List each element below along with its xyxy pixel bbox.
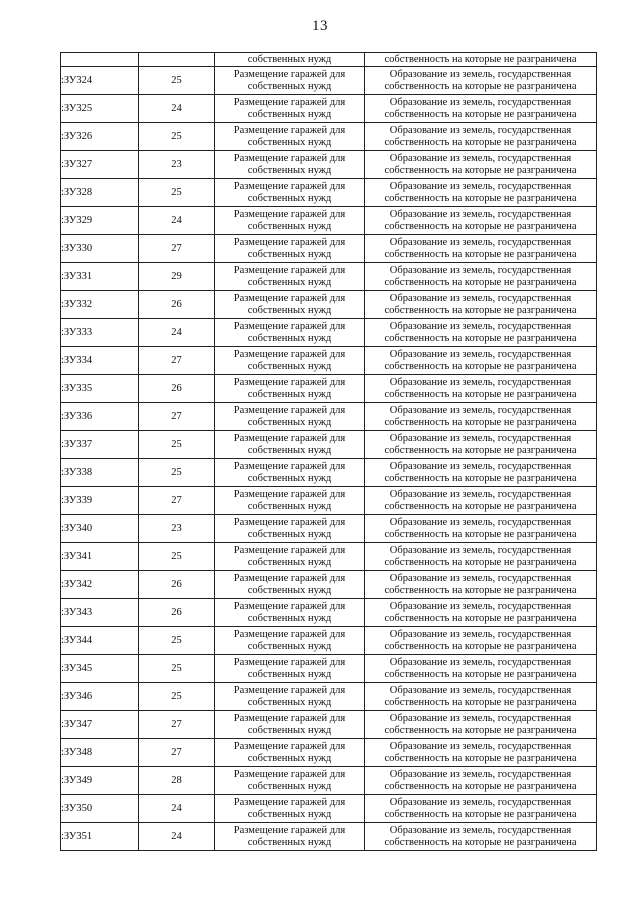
permitted-use-cell <box>215 515 365 543</box>
plot-id-cell: :ЗУ345 <box>61 655 139 683</box>
source-line-2: собственность на которые не разграничена <box>384 416 577 428</box>
plot-id-cell: :ЗУ338 <box>61 459 139 487</box>
table-row <box>61 95 597 123</box>
use-line-1: Размещение гаражей для <box>233 96 346 108</box>
use-line-2: собственных нужд <box>247 612 332 624</box>
formation-method-cell <box>365 291 597 319</box>
formation-method-cell <box>365 599 597 627</box>
use-line-2: собственных нужд <box>247 668 332 680</box>
permitted-use-cell <box>215 487 365 515</box>
formation-method-cell <box>365 711 597 739</box>
source-line-2: собственность на которые не разграничена <box>384 724 577 736</box>
use-line-1: Размещение гаражей для <box>233 460 346 472</box>
table-row <box>61 319 597 347</box>
source-line-2: собственность на которые не разграничена <box>384 248 577 260</box>
formation-method-cell <box>365 487 597 515</box>
formation-method-cell <box>365 179 597 207</box>
plot-id-cell: :ЗУ351 <box>61 823 139 851</box>
plot-area-cell: 28 <box>139 767 215 795</box>
permitted-use-cell <box>215 291 365 319</box>
source-line-2: собственность на которые не разграничена <box>384 164 577 176</box>
plot-area-cell: 24 <box>139 95 215 123</box>
use-line-2: собственных нужд <box>247 332 332 344</box>
use-line-1: Размещение гаражей для <box>233 264 346 276</box>
plot-id-cell: :ЗУ331 <box>61 263 139 291</box>
source-line-2: собственность на которые не разграничена <box>384 304 577 316</box>
plot-id-cell: :ЗУ340 <box>61 515 139 543</box>
table-row <box>61 655 597 683</box>
table-row <box>61 151 597 179</box>
source-line-1: Образование из земель, государственная <box>389 712 572 724</box>
plot-id-cell: :ЗУ346 <box>61 683 139 711</box>
formation-method-cell <box>365 627 597 655</box>
permitted-use-cell <box>215 459 365 487</box>
source-line-2: собственность на которые не разграничена <box>384 752 577 764</box>
table-row <box>61 179 597 207</box>
use-line-2: собственных нужд <box>247 276 332 288</box>
use-line-2: собственных нужд <box>247 388 332 400</box>
source-line-1: Образование из земель, государственная <box>389 544 572 556</box>
table-row <box>61 543 597 571</box>
use-line-2: собственных нужд <box>247 640 332 652</box>
table-row <box>61 795 597 823</box>
plot-id-cell: :ЗУ342 <box>61 571 139 599</box>
use-line-2: собственных нужд <box>247 556 332 568</box>
use-line-1: Размещение гаражей для <box>233 124 346 136</box>
permitted-use-cell <box>215 795 365 823</box>
table-row <box>61 67 597 95</box>
formation-method-cell <box>365 795 597 823</box>
use-line-1: Размещение гаражей для <box>233 376 346 388</box>
source-line-2: собственность на которые не разграничена <box>384 220 577 232</box>
formation-method-cell <box>365 571 597 599</box>
use-line-1: Размещение гаражей для <box>233 68 346 80</box>
permitted-use-cell <box>215 263 365 291</box>
plot-area-cell: 24 <box>139 207 215 235</box>
source-line-2: собственность на которые не разграничена <box>384 192 577 204</box>
use-line-2: собственных нужд <box>247 752 332 764</box>
table-row <box>61 599 597 627</box>
use-line-2: собственных нужд <box>247 836 332 848</box>
table-row <box>61 767 597 795</box>
plot-id-cell: :ЗУ349 <box>61 767 139 795</box>
use-line-2: собственных нужд <box>247 108 332 120</box>
source-line-1: Образование из земель, государственная <box>389 684 572 696</box>
source-line-2: собственность на которые не разграничена <box>384 836 577 848</box>
table-row <box>61 487 597 515</box>
source-line-2: собственность на которые не разграничена <box>384 668 577 680</box>
table-row <box>61 627 597 655</box>
plot-area-cell: 27 <box>139 347 215 375</box>
formation-method-cell <box>365 235 597 263</box>
source-line-2: собственность на которые не разграничена <box>384 360 577 372</box>
source-line-1: Образование из земель, государственная <box>389 404 572 416</box>
use-line-2: собственных нужд <box>247 808 332 820</box>
table-row <box>61 375 597 403</box>
plot-area-cell: 24 <box>139 795 215 823</box>
use-line-2: собственных нужд <box>247 304 332 316</box>
use-line-1: Размещение гаражей для <box>233 684 346 696</box>
permitted-use-cell <box>215 683 365 711</box>
plot-id-cell: :ЗУ329 <box>61 207 139 235</box>
plot-id-cell: :ЗУ328 <box>61 179 139 207</box>
permitted-use-cell <box>215 179 365 207</box>
permitted-use-cell <box>215 543 365 571</box>
formation-method-cell <box>365 515 597 543</box>
use-line-2: собственных нужд <box>247 444 332 456</box>
permitted-use-cell <box>215 711 365 739</box>
formation-method-cell <box>365 823 597 851</box>
source-line-1: Образование из земель, государственная <box>389 796 572 808</box>
table-row <box>61 683 597 711</box>
formation-method-cell <box>365 347 597 375</box>
empty-cell <box>61 53 139 67</box>
permitted-use-cell <box>215 319 365 347</box>
table-row <box>61 823 597 851</box>
plot-area-cell: 26 <box>139 375 215 403</box>
use-line-1: Размещение гаражей для <box>233 348 346 360</box>
plot-id-cell: :ЗУ341 <box>61 543 139 571</box>
permitted-use-cell <box>215 123 365 151</box>
use-line-1: Размещение гаражей для <box>233 712 346 724</box>
table-row <box>61 403 597 431</box>
plot-id-cell: :ЗУ350 <box>61 795 139 823</box>
continuation-row <box>61 53 597 67</box>
permitted-use-cell <box>215 767 365 795</box>
use-line-2: собственных нужд <box>247 696 332 708</box>
plot-area-cell: 27 <box>139 235 215 263</box>
use-line-1: Размещение гаражей для <box>233 796 346 808</box>
plot-area-cell: 24 <box>139 823 215 851</box>
use-line-2: собственных нужд <box>247 416 332 428</box>
plot-id-cell: :ЗУ343 <box>61 599 139 627</box>
table-row <box>61 235 597 263</box>
use-line-1: Размещение гаражей для <box>233 516 346 528</box>
plot-area-cell: 25 <box>139 431 215 459</box>
source-line-2: собственность на которые не разграничена <box>384 584 577 596</box>
source-line-1: Образование из земель, государственная <box>389 320 572 332</box>
source-line-1: Образование из земель, государственная <box>389 124 572 136</box>
formation-method-cell <box>365 95 597 123</box>
source-line-2: собственность на которые не разграничена <box>384 444 577 456</box>
formation-method-cell <box>365 683 597 711</box>
table-row <box>61 431 597 459</box>
use-line-1: Размещение гаражей для <box>233 292 346 304</box>
permitted-use-cell <box>215 627 365 655</box>
source-line-2: собственность на которые не разграничена <box>384 332 577 344</box>
source-line-2: собственность на которые не разграничена <box>384 276 577 288</box>
use-line-1: Размещение гаражей для <box>233 404 346 416</box>
formation-method-cell <box>365 431 597 459</box>
table-row <box>61 571 597 599</box>
plot-area-cell: 26 <box>139 571 215 599</box>
use-line-2: собственных нужд <box>247 220 332 232</box>
formation-method-cell <box>365 375 597 403</box>
source-line-2: собственность на которые не разграничена <box>384 388 577 400</box>
source-line-2: собственность на которые не разграничена <box>384 808 577 820</box>
table-row <box>61 711 597 739</box>
use-line-1: Размещение гаражей для <box>233 544 346 556</box>
plot-area-cell: 25 <box>139 655 215 683</box>
permitted-use-cell <box>215 823 365 851</box>
permitted-use-cell <box>215 571 365 599</box>
plot-area-cell: 25 <box>139 123 215 151</box>
use-line-1: Размещение гаражей для <box>233 236 346 248</box>
plot-area-cell: 25 <box>139 543 215 571</box>
use-line-2: собственных нужд <box>247 164 332 176</box>
formation-method-cell <box>365 655 597 683</box>
use-line-2: собственных нужд <box>247 584 332 596</box>
use-line-1: Размещение гаражей для <box>233 656 346 668</box>
table-row <box>61 291 597 319</box>
use-line-2: собственных нужд <box>247 248 332 260</box>
plot-id-cell: :ЗУ344 <box>61 627 139 655</box>
plot-area-cell: 24 <box>139 319 215 347</box>
use-line-1: Размещение гаражей для <box>233 600 346 612</box>
use-line-2: собственных нужд <box>247 780 332 792</box>
source-line-2: собственность на которые не разграничена <box>384 528 577 540</box>
source-line-2: собственность на которые не разграничена <box>384 472 577 484</box>
plot-area-cell: 25 <box>139 459 215 487</box>
plot-area-cell: 27 <box>139 739 215 767</box>
source-line-1: Образование из земель, государственная <box>389 264 572 276</box>
source-line-2: собственность на которые не разграничена <box>384 136 577 148</box>
use-line-1: Размещение гаражей для <box>233 180 346 192</box>
use-line-1: Размещение гаражей для <box>233 768 346 780</box>
source-line-1: Образование из земель, государственная <box>389 180 572 192</box>
source-line-1: Образование из земель, государственная <box>389 488 572 500</box>
use-line-2: собственных нужд <box>247 528 332 540</box>
table-row <box>61 123 597 151</box>
formation-method-cell <box>365 739 597 767</box>
source-line-1: Образование из земель, государственная <box>389 432 572 444</box>
plot-id-cell: :ЗУ327 <box>61 151 139 179</box>
plot-area-cell: 25 <box>139 179 215 207</box>
plot-area-cell: 25 <box>139 627 215 655</box>
permitted-use-cell <box>215 403 365 431</box>
formation-method-cell <box>365 263 597 291</box>
source-line-1: Образование из земель, государственная <box>389 208 572 220</box>
use-line-2: собственных нужд <box>247 500 332 512</box>
use-line-1: Размещение гаражей для <box>233 488 346 500</box>
use-line-1: Размещение гаражей для <box>233 208 346 220</box>
source-line-1: Образование из земель, государственная <box>389 740 572 752</box>
empty-cell <box>139 53 215 67</box>
table-row <box>61 263 597 291</box>
source-line-1: Образование из земель, государственная <box>389 824 572 836</box>
plot-area-cell: 27 <box>139 711 215 739</box>
formation-method-cell <box>365 151 597 179</box>
source-line-2: собственность на которые не разграничена <box>384 108 577 120</box>
permitted-use-cell <box>215 347 365 375</box>
source-line-1: Образование из земель, государственная <box>389 628 572 640</box>
source-line-1: Образование из земель, государственная <box>389 768 572 780</box>
permitted-use-cell <box>215 151 365 179</box>
formation-method-cell <box>365 207 597 235</box>
page-number: 13 <box>312 18 328 34</box>
source-line-1: Образование из земель, государственная <box>389 236 572 248</box>
formation-method-cell <box>365 319 597 347</box>
permitted-use-cell <box>215 67 365 95</box>
table-row <box>61 739 597 767</box>
source-line-1: Образование из земель, государственная <box>389 292 572 304</box>
plot-area-cell: 27 <box>139 403 215 431</box>
plot-area-cell: 27 <box>139 487 215 515</box>
table-row <box>61 459 597 487</box>
table-row <box>61 207 597 235</box>
continued-source-cell: собственность на которые не разграничена <box>365 53 597 67</box>
formation-method-cell <box>365 67 597 95</box>
source-line-2: собственность на которые не разграничена <box>384 500 577 512</box>
permitted-use-cell <box>215 375 365 403</box>
use-line-2: собственных нужд <box>247 472 332 484</box>
source-line-2: собственность на которые не разграничена <box>384 80 577 92</box>
table-row <box>61 515 597 543</box>
plot-id-cell: :ЗУ347 <box>61 711 139 739</box>
formation-method-cell <box>365 123 597 151</box>
plot-id-cell: :ЗУ325 <box>61 95 139 123</box>
permitted-use-cell <box>215 431 365 459</box>
use-line-2: собственных нужд <box>247 724 332 736</box>
table-row <box>61 347 597 375</box>
source-line-2: собственность на которые не разграничена <box>384 612 577 624</box>
source-line-1: Образование из земель, государственная <box>389 572 572 584</box>
source-line-2: собственность на которые не разграничена <box>384 696 577 708</box>
permitted-use-cell <box>215 599 365 627</box>
use-line-1: Размещение гаражей для <box>233 824 346 836</box>
permitted-use-cell <box>215 207 365 235</box>
source-line-2: собственность на которые не разграничена <box>384 780 577 792</box>
source-line-1: Образование из земель, государственная <box>389 152 572 164</box>
use-line-2: собственных нужд <box>247 136 332 148</box>
plot-area-cell: 29 <box>139 263 215 291</box>
permitted-use-cell <box>215 739 365 767</box>
source-line-1: Образование из земель, государственная <box>389 68 572 80</box>
plot-id-cell: :ЗУ334 <box>61 347 139 375</box>
formation-method-cell <box>365 543 597 571</box>
plot-id-cell: :ЗУ335 <box>61 375 139 403</box>
use-line-2: собственных нужд <box>247 360 332 372</box>
use-line-1: Размещение гаражей для <box>233 740 346 752</box>
use-line-1: Размещение гаражей для <box>233 320 346 332</box>
plot-area-cell: 23 <box>139 515 215 543</box>
formation-method-cell <box>365 403 597 431</box>
plot-id-cell: :ЗУ339 <box>61 487 139 515</box>
plot-id-cell: :ЗУ324 <box>61 67 139 95</box>
plot-area-cell: 26 <box>139 291 215 319</box>
source-line-2: собственность на которые не разграничена <box>384 556 577 568</box>
source-line-1: Образование из земель, государственная <box>389 460 572 472</box>
use-line-1: Размещение гаражей для <box>233 628 346 640</box>
plot-area-cell: 25 <box>139 683 215 711</box>
land-plots-table <box>60 52 597 851</box>
plot-id-cell: :ЗУ326 <box>61 123 139 151</box>
plot-area-cell: 23 <box>139 151 215 179</box>
plot-id-cell: :ЗУ332 <box>61 291 139 319</box>
plot-id-cell: :ЗУ336 <box>61 403 139 431</box>
plot-id-cell: :ЗУ337 <box>61 431 139 459</box>
source-line-1: Образование из земель, государственная <box>389 516 572 528</box>
source-line-1: Образование из земель, государственная <box>389 376 572 388</box>
source-line-1: Образование из земель, государственная <box>389 96 572 108</box>
plot-area-cell: 25 <box>139 67 215 95</box>
source-line-1: Образование из земель, государственная <box>389 600 572 612</box>
permitted-use-cell <box>215 655 365 683</box>
plot-area-cell: 26 <box>139 599 215 627</box>
use-line-1: Размещение гаражей для <box>233 572 346 584</box>
use-line-1: Размещение гаражей для <box>233 152 346 164</box>
formation-method-cell <box>365 767 597 795</box>
use-line-2: собственных нужд <box>247 192 332 204</box>
plot-id-cell: :ЗУ348 <box>61 739 139 767</box>
permitted-use-cell <box>215 95 365 123</box>
use-line-2: собственных нужд <box>247 80 332 92</box>
source-line-1: Образование из земель, государственная <box>389 348 572 360</box>
formation-method-cell <box>365 459 597 487</box>
plot-id-cell: :ЗУ330 <box>61 235 139 263</box>
plot-id-cell: :ЗУ333 <box>61 319 139 347</box>
source-line-1: Образование из земель, государственная <box>389 656 572 668</box>
continued-use-cell: собственных нужд <box>215 53 365 67</box>
use-line-1: Размещение гаражей для <box>233 432 346 444</box>
source-line-2: собственность на которые не разграничена <box>384 640 577 652</box>
permitted-use-cell <box>215 235 365 263</box>
